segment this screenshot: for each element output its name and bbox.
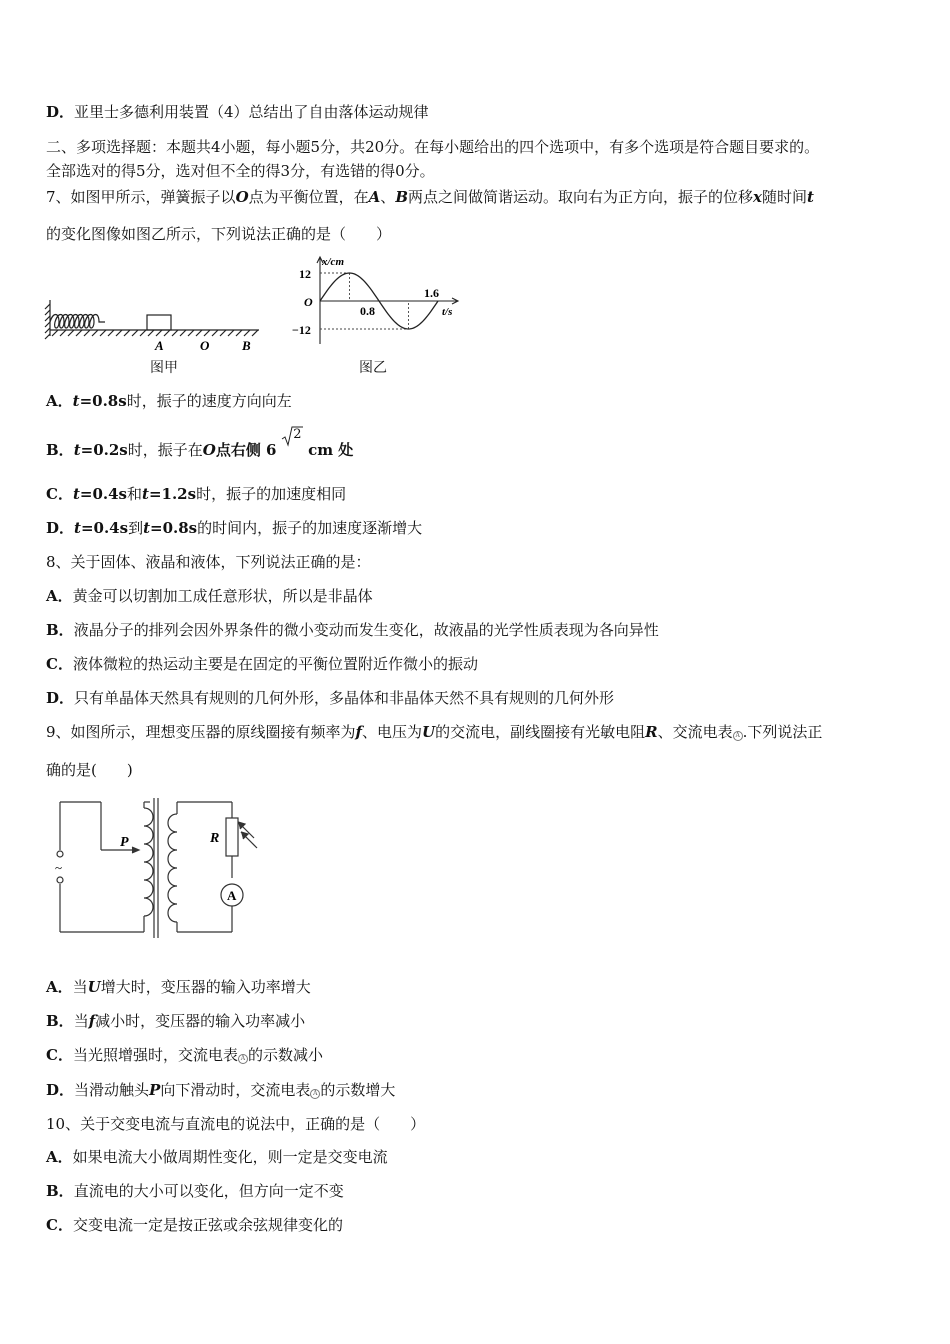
section2-header-line1: 二、多项选择题：本题共4小题，每小题5分，共20分。在每小题给出的四个选项中，有多个选项是符合题目要求的。 — [46, 138, 820, 156]
ammeter-label: A — [227, 888, 237, 903]
q7-option-a: A．t=0.8s时，振子的速度方向向左 — [46, 392, 292, 410]
q9-stem-line2: 确的是( ) — [46, 761, 133, 779]
figure-transformer-circuit — [44, 792, 270, 944]
q9-option-b: B．当f减小时，变压器的输入功率减小 — [46, 1012, 306, 1030]
label-a: A — [155, 338, 164, 353]
label-r: R — [210, 831, 220, 846]
ammeter-symbol: A — [238, 1054, 248, 1064]
figure-jia-caption: 图甲 — [150, 360, 178, 376]
ac-source-symbol: ~ — [55, 860, 63, 875]
label-p: P — [120, 835, 129, 850]
ammeter-symbol: A — [310, 1089, 320, 1099]
figure-jia-spring-oscillator — [44, 296, 266, 358]
q8-option-a: A．黄金可以切割加工成任意形状，所以是非晶体 — [46, 587, 373, 605]
q6-option-d: D．亚里士多德利用装置（4）总结出了自由落体运动规律 — [46, 103, 429, 121]
y-axis-label: x/cm — [322, 256, 344, 268]
q10-option-a: A．如果电流大小做周期性变化，则一定是交变电流 — [46, 1148, 388, 1166]
tick-0-8: 0.8 — [360, 304, 375, 318]
ammeter-symbol: A — [733, 731, 743, 741]
q7-stem-line2: 的变化图像如图乙所示，下列说法正确的是（ ） — [46, 225, 392, 243]
q8-option-d: D．只有单晶体天然具有规则的几何外形，多晶体和非晶体天然不具有规则的几何外形 — [46, 689, 615, 707]
q10-stem: 10、关于交变电流与直流电的说法中，正确的是（ ） — [46, 1115, 426, 1133]
q7-stem-line1: 7、如图甲所示，弹簧振子以O点为平衡位置，在A、B两点之间做简谐运动。取向右为正方向，振子的位移x随时间t — [46, 188, 814, 206]
q9-option-a: A．当U增大时，变压器的输入功率增大 — [46, 978, 311, 996]
label-b: B — [242, 338, 251, 353]
label-o: O — [200, 338, 210, 353]
x-axis-label: t/s — [442, 306, 453, 318]
q8-option-c: C．液体微粒的热运动主要是在固定的平衡位置附近作微小的振动 — [46, 655, 478, 673]
q7-option-d: D．t=0.4s到t=0.8s的时间内，振子的加速度逐渐增大 — [46, 519, 423, 537]
q8-option-b: B．液晶分子的排列会因外界条件的微小变动而发生变化，故液晶的光学性质表现为各向异性 — [46, 621, 659, 639]
q10-option-c: C．交变电流一定是按正弦或余弦规律变化的 — [46, 1216, 343, 1234]
q9-stem-line1: 9、如图所示，理想变压器的原线圈接有频率为f、电压为U的交流电，副线圈接有光敏电阻R、交流电表 A .下列说法正 — [46, 723, 823, 741]
q7-option-b: B．t=0.2s时，振子在O点右侧 6 2 cm 处 — [46, 427, 354, 459]
tick-neg12: −12 — [292, 323, 311, 337]
section2-header-line2: 全部选对的得5分，选对但不全的得3分，有选错的得0分。 — [46, 162, 435, 180]
figure-yi-caption: 图乙 — [359, 360, 387, 376]
q9-option-c: C．当光照增强时，交流电表 A 的示数减小 — [46, 1046, 323, 1064]
figure-yi-xt-chart — [286, 254, 466, 346]
q9-option-d: D．当滑动触头P向下滑动时，交流电表 A 的示数增大 — [46, 1081, 396, 1099]
origin-label: O — [304, 295, 313, 309]
q8-stem: 8、关于固体、液晶和液体，下列说法正确的是： — [46, 553, 371, 571]
q7-option-c: C．t=0.4s和t=1.2s时，振子的加速度相同 — [46, 485, 347, 503]
q10-option-b: B．直流电的大小可以变化，但方向一定不变 — [46, 1182, 344, 1200]
tick-1-6: 1.6 — [424, 286, 439, 300]
tick-12: 12 — [299, 267, 311, 281]
sqrt-symbol: 2 — [281, 437, 303, 457]
